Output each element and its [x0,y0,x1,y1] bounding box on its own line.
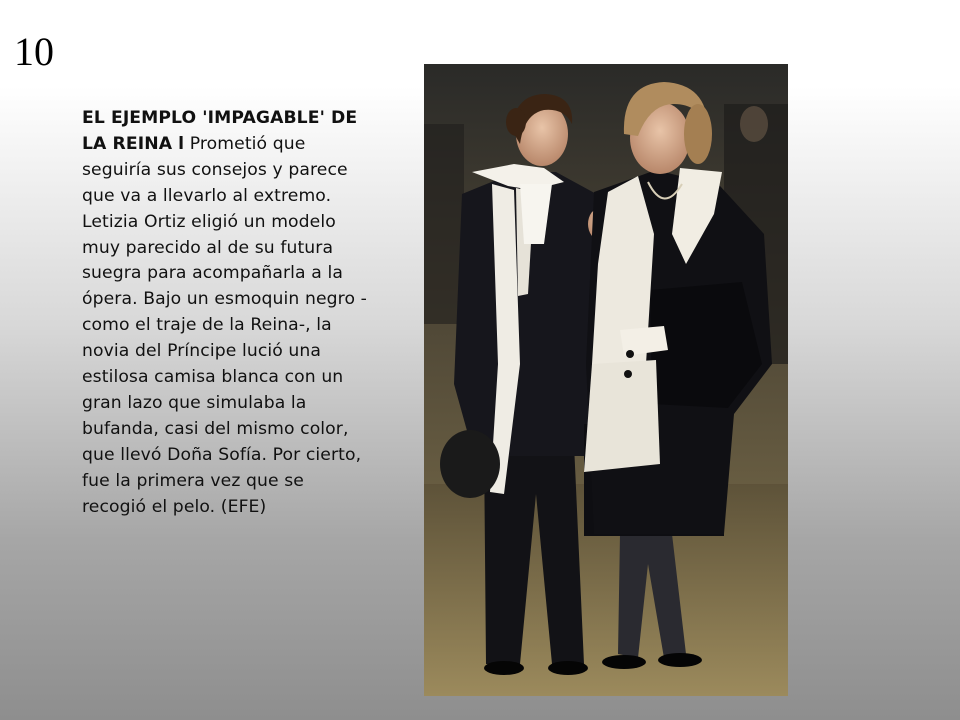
two-women-talking-photo [424,64,788,696]
photo-caption [82,106,367,521]
slide-number: 10 [14,29,54,74]
caption-headline: EL EJEMPLO 'IMPAGABLE' DE LA REINA l [82,108,358,154]
photo-illustration [424,64,788,696]
caption-body: Prometió que seguiría sus consejos y parece que va a llevarlo al extremo. Letizia Ortiz eligió un modelo muy parecido al de su futura suegra para acompañarla a la ópera. Bajo un esmoquin negro -como el traje de la Reina-, la novia del Príncipe lució una estilosa camisa blanca con un gran lazo que simulaba la bufanda, casi del mismo color, que llevó Doña Sofía. Por cierto, fue la primera vez que se recogió el pelo. (EFE) [82,133,367,517]
